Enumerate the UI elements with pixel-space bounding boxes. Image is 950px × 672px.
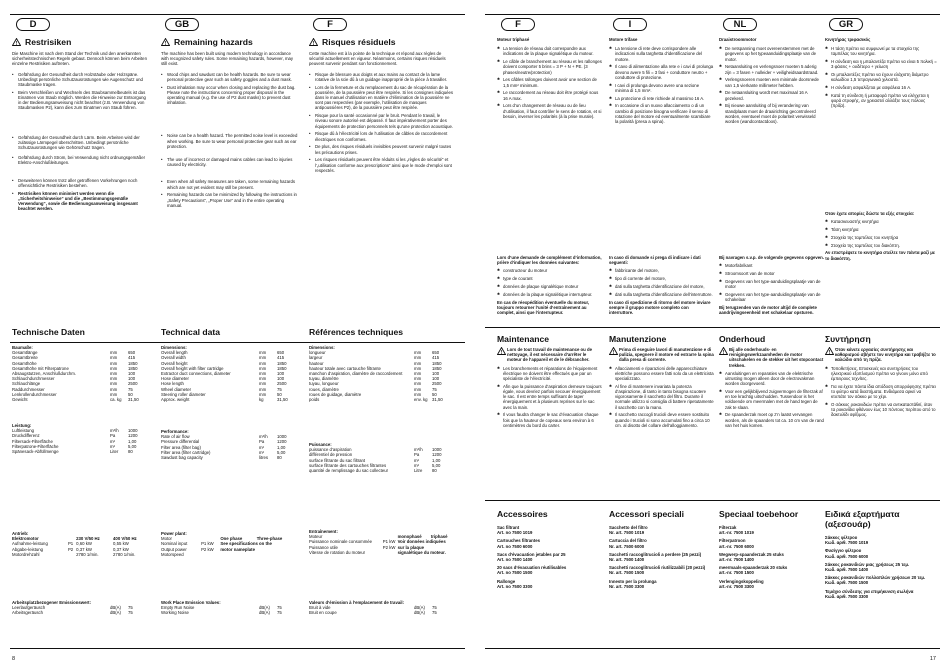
maint-item: ✱ Ο σάκκος ροκανιδιών πρέπει να αντικαταστάθεί, όταν τα ροκανίδια φθάνουν έως 10 πόντους περίπου από το δακτυλίδι σφίξιμος. <box>825 402 937 418</box>
column-fr <box>309 18 454 646</box>
table-row: Aufnahme-leistung P1 0,60 kW 0,55 kW <box>12 541 129 547</box>
table-row: surface filtrante des cartouches filtrantes m² 5,00 <box>309 462 441 468</box>
hazard-item: • Les risques résiduels peuvent être réduits si les „règles de sécurité“ et l’„utilisation conforme aux prescriptions“ ainsi que le mode d’emploi sont respectés. <box>309 157 454 173</box>
table-row: Elektromotor 230 V/50 Hz 400 V/50 Hz <box>12 536 137 542</box>
noise <box>309 600 454 616</box>
table-row: Filter area (filter bag) m² 1,00 <box>161 444 286 450</box>
acc-item: Filterpatroon art.-nr. 7500 6000 <box>719 538 754 549</box>
order-title: Lors d’une demande de complément d’information, prière d’indiquer les données suivantes: <box>497 255 602 266</box>
order-item: ✱ données de la plaque signalétique interrupteur. <box>497 292 602 297</box>
table-row: longueur mm 650 <box>309 350 440 356</box>
motor-title: Κινητήρας τριφασικός <box>825 37 871 42</box>
order-info <box>825 211 937 261</box>
acc-title: Accessori speciali <box>609 509 685 519</box>
hazards-heading <box>161 37 299 47</box>
order-item: ✱ dati sulla targhetta d’identificazione dell’interruttore. <box>609 292 714 297</box>
top-rule <box>10 14 465 15</box>
maint-warning: Bij alle onderhouds- en reinigingswerkzaamheden de motor uitschakelen en de stekker uit het stopcontact trekken. <box>729 347 824 368</box>
hazard-item: • Gefährdung der Gesundheit durch Lärm. Beim Arbeiten wird der zulässige Lärmpegel überschritten. Unbedingt persönliche Schutzausrüstungen wie Gehörschutz tragen. <box>12 135 150 151</box>
hazard-item: • Remaining hazards can be minimized by following the instructions in „Safety Precautions“, „Proper Use“ and in the entire operating manual. <box>161 192 299 208</box>
acc-rule <box>485 500 940 501</box>
table-row: Gewicht ca. kg 31,50 <box>12 397 139 403</box>
language-tab: NL <box>723 18 757 31</box>
accessories <box>719 509 824 589</box>
motor-item: ✱ I cavi di prolunga devono avere una sezione minima di 1,5 mm². <box>609 83 714 93</box>
order-item: ✱ type de courant <box>497 276 602 281</box>
order-note: Bij terugzenden van de motor altijd de complete aandrijvingseenheid met schakelaar opsturen. <box>719 304 817 315</box>
hazards-title: Risques résiduels <box>322 37 396 47</box>
acc-item: Wegwerp-spaanderzak 25 stuks art.-nr. 7500 1400 <box>719 551 784 563</box>
svg-text:!: ! <box>722 349 725 355</box>
table-row: Extractor duct connections, diameter mm 100 <box>161 371 285 377</box>
drive <box>161 531 299 557</box>
dims-table <box>309 350 454 402</box>
maint-title: Onderhoud <box>719 334 766 344</box>
dims-table <box>161 350 299 402</box>
table-row: Filter area (filter cartridge) m² 5,00 <box>161 449 286 455</box>
accessories <box>497 509 602 589</box>
column-de <box>12 18 150 646</box>
hazard-item: • Lors de la fermeture et du remplacement du sac de récupération de la poussière, de la poussière peut être respirée. Si les consignes indiquées dans le manuel d’utilisation en matière d’élimination de la poussière ne sont pas respectées (par exemple, l’utilisation de masques antipoussières P2), de la poussière peut être respirée. <box>309 85 454 111</box>
acc-item: Σάκκος ροκανιδιών μιας χρήσεως 25 τεμ. Κωδ. αριθ. 7500 1400 <box>825 561 910 573</box>
acc-item: 20 sacs d’évacuation réutilisables Art. no 7500 1500 <box>497 565 567 576</box>
order-item: ✱ Gegevens van het type-aanduidingsplaatje van de schakelaar <box>719 292 824 302</box>
table-row: puissance d’aspiration m³/h 1000 <box>309 447 442 453</box>
language-tab: GB <box>165 18 199 31</box>
table-row: Rate of air flow m³/h 1000 <box>161 434 287 440</box>
table-row: Hose diameter mm 100 <box>161 376 285 382</box>
noise-table <box>12 605 150 615</box>
svg-text:!: ! <box>164 40 167 46</box>
table-row: poids env. kg 31,50 <box>309 397 443 403</box>
acc-item: Filterzak art.-nr. 7500 1019 <box>719 525 754 536</box>
noise-title: Work Place Emission Values: <box>161 600 221 605</box>
column-it <box>609 18 714 646</box>
performance <box>161 429 299 460</box>
maint-title: Συντήρηση <box>825 334 871 344</box>
maint-item: ✱ Il sacchetto raccogli trucioli deve essere sostituito quando i trucioli si sono accumulati fino a circa 10 cm. al disotto del collare dell’alloggiamento. <box>609 412 714 428</box>
accessories <box>609 509 714 589</box>
svg-text:!: ! <box>500 349 503 355</box>
noise-title: Arbeitsplatzbezogener Emissionswert: <box>12 600 92 605</box>
perf-title: Leistung: <box>12 423 32 428</box>
tech-title: Technische Daten <box>12 327 85 337</box>
table-row: Motordrehzahl 2780 1/min. 2780 1/min. <box>12 551 136 557</box>
acc-item: meermaals-spaanderzak 20 stuks art.-nr. 7500 1500 <box>719 565 788 576</box>
table-row: différentiel de pression Pa 1200 <box>309 452 442 458</box>
table-row: Overall height with filter cartridge mm 1850 <box>161 365 287 371</box>
table-row: Filtersack-Filterfläche m² 1,00 <box>12 438 137 444</box>
warning-icon <box>497 347 506 355</box>
motor-item: ✱ Le câble de branchement au réseau et les rallonges doivent comporter 5 brins = 3 P + N + PE. (3 phases/neutre/protection) <box>497 59 602 75</box>
table-row: roues, diamètre mm 75 <box>309 386 437 392</box>
column-en <box>161 18 299 646</box>
drive <box>309 529 454 555</box>
bottom-rule <box>485 648 940 649</box>
table-row: tuyau, diamètre mm 100 <box>309 376 440 382</box>
dims-table <box>12 350 150 402</box>
motor-item: ✱ La tension de réseau doit correspondre aux indications de la plaque signalétique du moteur. <box>497 46 602 56</box>
tech-data <box>309 327 454 402</box>
motor-item: ✱ Les câbles rallonges doivent avoir une section de 1,5 mm² minimum. <box>497 77 602 87</box>
order-title: Bij navragen s.v.p. de volgende gegevens opgeven. <box>719 255 824 260</box>
table-row: Puissance utile P2 kW sur la plaque <box>309 544 425 550</box>
acc-title: Accessoires <box>497 509 548 519</box>
acc-title: Speciaal toebehoor <box>719 509 799 519</box>
table-row: hauteur mm 1850 <box>309 360 442 366</box>
language-tab: F <box>313 18 347 31</box>
noise-title: Valeurs d’émission à l’emplacement de travail: <box>309 600 405 605</box>
page-number: 8 <box>12 656 16 662</box>
language-tab: D <box>16 18 50 31</box>
hazards-heading <box>309 37 454 47</box>
dims-title: Baumaße: <box>12 345 33 350</box>
hazards-intro: Die Maschine ist nach dem Stand der Technik und den anerkannten sicherheitstechnischen Regeln gebaut. Dennoch können beim Arbeiten einzelne Restrisiken auftreten. <box>12 51 147 67</box>
hazard-item: • Even when all safety measures are taken, some remaining hazards which are not yet evident may still be present. <box>161 179 299 189</box>
acc-item: Sacchetti raccoglitrucioli riutilizzabili (20 pezzi) Nr. art. 7500 1500 <box>609 565 706 576</box>
perf-table <box>161 434 299 460</box>
acc-item: Sacs d’évacuation jetables par 25 Art. no 7500 1400 <box>497 551 566 563</box>
perf-table <box>309 447 454 473</box>
table-row: Absaugstutzen, Anschlußdurchm. mm 100 <box>12 371 136 377</box>
order-note: In caso di spedizione di ritorno del motore inviare sempre il gruppo motore completo con interruttore. <box>609 299 711 315</box>
accessories <box>825 509 937 599</box>
hazard-item: • Risque pour la santé occasionné par le bruit. Pendant le travail, le niveau sonore autorisé est dépassé. Il faut impérativement porter des équipements de protection personnels tels qu’une protection acoustique. <box>309 113 454 129</box>
maint-item: ✱ Il vous faudra changer le sac d’évacuation chaque fois que la hauteur de copeaux sera environ à 6 centimètres du bord du carter. <box>497 412 602 428</box>
motor-item: ✱ La tensione di rete deve corrispondere alle indicazioni sulla targhetta d’identificazione del motore. <box>609 46 714 62</box>
table-row: Puissance nominale consommée P1 kW Voir données indiquées <box>309 539 446 545</box>
dims-title: Dimensions: <box>161 345 187 350</box>
table-row: largeur mm 415 <box>309 355 440 361</box>
table-row: Filterpatrone-Filterfläche m² 5,00 <box>12 443 137 449</box>
drive-table <box>309 534 454 555</box>
table-row: Moteur monophasé triphasé <box>309 534 448 540</box>
table-row: Overall length mm 650 <box>161 350 285 356</box>
noise-table <box>161 605 299 615</box>
acc-item: Rallonge Art. no 7500 3300 <box>497 578 533 589</box>
motor-item: ✱ Netaansluiting en verlengsnoer moeten 5 aderig zijn = 3 fasen + nulleider + veiligheidsaardstraad. <box>719 64 824 74</box>
order-info <box>719 255 824 315</box>
motor-item: ✱ Le raccordement au réseau doit être protégé sous 16 A max. <box>497 90 602 100</box>
maint-item: ✱ Για να έχετε πάντα ίδια απόδοση απορρόφησης πρέπει το φιλτρο κατά διαστήματα. Ενδιάμεσα αρκεί να κτυπάτε τον σάκκο με το χέρι. <box>825 384 937 400</box>
hazard-item: • Dust inhalation may occur when closing and replacing the dust bag. Please note the instructions concerning proper disposal in the operating manual (e.g. the use of P2 dust masks) to prevent dust inhalation. <box>161 85 299 106</box>
tech-title: Technical data <box>161 327 221 337</box>
order-item: ✱ Τάση κινητήρα <box>825 227 937 232</box>
hazard-item: • The use of incorrect or damaged mains cables can lead to injuries caused by electricity. <box>161 157 299 167</box>
table-row: roues de guidage, diamètre mm 50 <box>309 391 437 397</box>
table-row: Schlauchlänge mm 2500 <box>12 381 138 387</box>
order-item: ✱ Gegevens van het type-aanduidingsplaatje van de motor <box>719 279 824 289</box>
maintenance <box>719 334 824 431</box>
hazard-item: • Gefährdung durch Strom, bei Verwendung nicht ordnungsgemäßer Elektro-Anschlußleitungen. <box>12 155 150 165</box>
order-info <box>609 255 714 315</box>
drive <box>12 531 150 557</box>
motor-title: Moteur triphasé <box>497 37 530 42</box>
tech-data <box>12 327 150 402</box>
table-row: Leerlaufgeräusch dB(A) 75 <box>12 605 133 611</box>
column-gr <box>825 18 937 646</box>
maint-item: ✱ Afin que la puissance d’aspiration demeure toujours égale, vous devriez parfois secouer énergiquement le sac. Il est entre temps suffisant de taper énergiquement et à plusieurs reprises sur le sac avec la main. <box>497 384 602 410</box>
motor-item: ✱ Bij nieuwe aansluiting of bij verandering van standplaats moet de draairichting gecontroleerd worden, eventueel moet de polariteit verwisseld worden (wandcontactdoos). <box>719 103 824 124</box>
maint-title: Maintenance <box>497 334 550 344</box>
warning-icon <box>719 347 728 355</box>
table-row: Schlauchdurchmesser mm 100 <box>12 376 136 382</box>
drive-title: Entraînement: <box>309 529 338 534</box>
page-number: 17 <box>929 656 936 662</box>
table-row: manchon d’aspiration, diamètre de raccordement mm 100 <box>309 371 440 377</box>
hazards-heading <box>12 37 150 47</box>
acc-item: Σάκκος ροκανιδιών πολλαπλών χρήσεων 20 τεμ. Κωδ. αριθ. 7500 1500 <box>825 575 926 586</box>
table-row: Abgabe-leistung P2 0,37 kW 0,37 kW <box>12 546 129 552</box>
hazards-title: Remaining hazards <box>174 37 253 47</box>
motor-item: ✱ De netspanning moet overeenstemmen met de gegevens op het typeaanduidingsplaatje van de motor. <box>719 46 824 62</box>
maintenance <box>609 334 714 431</box>
language-tab: I <box>613 18 647 31</box>
motor-title: Motore trifase <box>609 37 638 42</box>
order-item: ✱ fabbricante del motore, <box>609 268 714 273</box>
order-title: Όταν έχετε απορίες δώστε τα εξής στοιχεία: <box>825 211 915 216</box>
order-item: ✱ dati sulla targhetta d’identificazione del motore, <box>609 284 714 289</box>
bottom-rule <box>10 648 465 649</box>
motor-item: ✱ Lors d’un changement de réseau ou de lieu d’utilisation, il faut contrôler le sens de rotation, et si besoin, inverser les polarités (à la prise murale). <box>497 103 602 119</box>
language-tab: F <box>501 18 535 31</box>
table-row: Spänesack-Abfüllmenge Liter 80 <box>12 449 133 455</box>
motor-item: ✱ De netaansluiting wordt met maximaal 16 A gezekerd. <box>719 90 824 100</box>
table-row: Empty Run Noise dB(A) 75 <box>161 605 282 611</box>
table-row: Motorspeed <box>161 551 184 557</box>
column-nl <box>719 18 824 646</box>
motor-item: ✱ Il cavo di alimentazione alla rete e i cavi di prolunga devono avere 5 fili = 3 fasi + conduttore neutro + conduttore di protezione. <box>609 64 714 80</box>
motor-item: ✱ La protezione di rete richiede al massimo 16 A. <box>609 96 714 101</box>
noise-table <box>309 605 454 615</box>
table-row: Lenkrollendurchmesser mm 50 <box>12 391 133 397</box>
table-row: Hose length mm 2500 <box>161 381 287 387</box>
table-row: Gesamthöhe mm 1850 <box>12 360 138 366</box>
table-row: hauteur totale avec cartouche filtrante mm 1850 <box>309 365 442 371</box>
acc-item: Σάκκος φίλτρου Κωδ. αριθ. 7500 1019 <box>825 535 869 546</box>
maintenance <box>825 334 937 420</box>
table-row: Arbeitsgeräusch dB(A) 75 <box>12 610 133 616</box>
drive-table <box>12 536 150 557</box>
svg-text:!: ! <box>312 40 315 46</box>
order-item: ✱ données de plaque signalétique moteur <box>497 284 602 289</box>
perf-title: Performance: <box>161 429 189 434</box>
table-row: quantité de remplissage du sac collecteur Litre 80 <box>309 468 437 474</box>
hazard-item: • Desweiteren können trotz aller getroffenen Vorkehrungen noch offensichtliche Restrisiken bestehen. <box>12 178 150 188</box>
motor-item: ✱ Η σύνδεση ασφαλίζεται με ασφάλεια 16 A. <box>825 85 937 90</box>
table-row: Sawdust bag capacity litres 80 <box>161 455 282 461</box>
table-row: Motor One phase Three-phase <box>161 536 283 542</box>
hazards-intro: The machine has been built using modern technology in accordance with recognized safety rules. Some remaining hazards, however, may still exist. <box>161 51 294 67</box>
table-row: Raddurchmesser mm 75 <box>12 386 133 392</box>
hazard-item: • Noise can be a health hazard. The permitted noise level is exceeded when working. Be sure to wear personal protective gear such as ear protection. <box>161 133 299 149</box>
motor-item: ✱ Verlengsnoeren moeten een minimale doorsnede van 1,5 vierkante millimeter hebben. <box>719 77 824 87</box>
top-rule <box>485 14 940 15</box>
table-row: Pressure differential Pa 1200 <box>161 439 287 445</box>
table-row: Nominal input P1 kW See specifications on the <box>161 541 272 547</box>
drive-table <box>161 536 299 557</box>
order-item: ✱ Στοιχεία της ταμπέλας του κινητήρα <box>825 235 937 240</box>
maint-item: ✱ Les branchements et réparations de l’équipement électrique ne doivent être effectués que par un spécialiste de l’électricité. <box>497 366 602 382</box>
maint-item: ✱ Voor een gelijkblijvend zuigvermogen de filterzak af en toe krachtig uitschudden. Tussendoor is het voldoende om meermalen met de hand tegen de zak te slaan. <box>719 389 824 410</box>
maint-item: ✱ Al fine di mantenere invariata la potenza d’aspirazione, di tanto in tanto bisogna scuotere vigorosamente il sacchetto del filtro. Durante il normale utilizzo si consiglia di battere ripetutamente il sacchetto con la mano. <box>609 384 714 410</box>
svg-text:!: ! <box>15 40 18 46</box>
maintenance <box>497 334 602 431</box>
maint-item: ✱ Τοποθετήσεις, Επισκευές και συντηρήσεις του ηλεκτρικού εξοπλισμού πρέπει να γίνουν μόνο από έμπειρους τεχνίτες. <box>825 366 937 382</box>
order-info <box>497 255 602 315</box>
table-row: Druckdifferenz Pa 1200 <box>12 433 138 439</box>
table-row: surface filtrante du sac filtrant m² 1,00 <box>309 457 441 463</box>
warning-icon <box>825 347 834 355</box>
maint-warning: Prima di eseguire lavori di manutenzione e di pulizia, spegnere il motore ed estrarre la spina dalla presa di corrente. <box>619 347 714 363</box>
table-row: Vitesse de rotation du moteur signalétique du moteur. <box>309 549 446 555</box>
table-row: Approx. weight kg 31,50 <box>161 397 288 403</box>
acc-item: Sacchetti raccoglitrucioli a perdere (25 pezzi) Nr. art. 7500 1400 <box>609 551 702 563</box>
drive-title: Antrieb: <box>12 531 29 536</box>
table-row: Luftleistung m³/h 1000 <box>12 428 138 434</box>
performance <box>309 442 454 473</box>
table-row: Wheel diameter mm 75 <box>161 386 282 392</box>
order-item: ✱ constructeur du moteur <box>497 268 602 273</box>
hazard-item: • Restrisiken können minimiert werden wenn die „Sicherheitshinweise“ und die „Bestimmungsgemäße Verwendung“, sowie die Bedienungsanweisung insgesamt beachtet werden. <box>12 191 150 212</box>
acc-item: Cartouches filtrantes Art. no 7500 6000 <box>497 538 540 549</box>
hazard-item: • Risque de blessure aux doigts et aux mains au contact de la lame rotative de la scie dû à un guidage inapproprié de la pièce à travailler. <box>309 72 454 82</box>
maint-item: ✱ Aansluitingen en reparaties van de elektrische uitrusting mogen alleen door de electrovakman worden doorgevoerd. <box>719 371 824 387</box>
svg-text:!: ! <box>612 349 615 355</box>
drive-title: Power plant: <box>161 531 187 536</box>
acc-item: Τεμάχιο σύνδεσης για επιμήκυνση σωλήνα Κωδ. αριθ. 7500 3300 <box>825 588 914 599</box>
maint-warning: Όταν κάνετε εργασίες συντήρησης και καθαρισμού σβήστε τον κινητήρα και τραβήξτε το καλώδιο από τη πρίζα. <box>835 347 936 363</box>
acc-item: Innesto per la prolunga Nr. art. 7500 3300 <box>609 578 657 589</box>
table-row: Gesamthöhe mit Filterpatrone mm 1850 <box>12 365 138 371</box>
dims-title: Dimensions: <box>309 345 335 350</box>
order-item: ✱ tipo di corrente del motore, <box>609 276 714 281</box>
acc-item: Φυσίγγιο φίλτρου Κωδ. αριθ. 7500 6000 <box>825 548 869 559</box>
motor-item: ✱ Οι μπαλαντέζες πρέπει να έχουν ελάχιστη διάμετρο καλωδίου 1,5 τετραγωνικά χιλιοστά. <box>825 72 937 82</box>
motor-item: ✱ Η τάση πρέπει να συμφωνεί με τα στοιχεία της ταμπέλας του κινητήρα. <box>825 46 937 56</box>
hazards-intro: Cette machine est à la pointe de la technique et répond aux règles de sécurité actuellement en vigueur. Néanmoins, certains risques résiduels peuvent survenir pendant son fonctionnement. <box>309 51 446 67</box>
hazard-item: • Gefährdung der Gesundheit durch Holzstäube oder Holzspäne. Unbedingt persönliche Schutzausrüstungen wie Augenschutz und Staubmaske tragen. <box>12 72 150 88</box>
noise <box>161 600 299 616</box>
mid-rule <box>10 342 465 343</box>
hazard-item: • De plus, des risques résiduels invisibles peuvent survenir malgré toutes les précautions prises. <box>309 144 454 154</box>
perf-title: Puissance: <box>309 442 332 447</box>
acc-item: Verlengingskoppeling art.-nr. 7500 3300 <box>719 578 764 589</box>
order-item: ✱ Motorfabrikant <box>719 263 824 268</box>
table-row: Overall width mm 415 <box>161 355 285 361</box>
table-row: Gesamtbreite mm 415 <box>12 355 136 361</box>
tech-title: Références techniques <box>309 327 404 337</box>
svg-text:!: ! <box>828 349 831 355</box>
table-row: Bruit en coupe dB(A) 75 <box>309 610 437 616</box>
column-fr-motor <box>497 18 602 646</box>
performance <box>12 423 150 454</box>
motor-title: Draaistroommotor <box>719 37 757 42</box>
order-item: ✱ Κατασκευαστής κινητήρα <box>825 219 937 224</box>
acc-item: Cartuccia del filtro Nr. art. 7500 6000 <box>609 538 647 549</box>
motor-item: ✱ Κατά τη σύνδεση ή μεταφορά πρέπει να ελέγχεται η φορά στροφής, αν χρειαστεί αλλάξτε τους πόλους (πρίζα). <box>825 93 937 109</box>
order-note: Αν επιστρέψετε το κινητήρα στείλτε τον πάντα μαζί με το διακόπτη. <box>825 250 935 261</box>
warning-icon <box>161 38 170 46</box>
maint-warning: Lors de tout travail de maintenance ou de nettoyage, il est nécessaire d’arrêter le moteur de l’appareil et de le débrancher. <box>507 347 592 363</box>
warning-icon <box>609 347 618 355</box>
right-page <box>475 0 950 672</box>
table-row: tuyau, longueur mm 2500 <box>309 381 442 387</box>
motor-item: ✱ In occasione di un nuovo allacciamento o di un cambio di posizione bisogna verificare il senso di rotazione del motore ed eventualmente scambiare la polarità (presa a spina). <box>609 103 714 124</box>
tech-data <box>161 327 299 402</box>
motor-item: ✱ Η σύνδεση και η μπαλαντέζα πρέπει να είναι 5 πολική = 3 φάσεις + ουδέτερο + γείωση <box>825 59 937 69</box>
hazard-item: • Wood chips and sawdust can be health hazards. Be sure to wear personal protective gear such as safety goggles and a dust mask. <box>161 72 299 82</box>
acc-item: Sac filtrant Art. no 7500 1019 <box>497 525 533 536</box>
warning-icon <box>12 38 21 46</box>
warning-icon <box>309 38 318 46</box>
perf-table <box>12 428 150 454</box>
order-item: ✱ Στοιχεία της ταμπέλας του διακόπτη. <box>825 243 937 248</box>
acc-title: Ειδικά εξαρτήματα (αξεσουάρ) <box>825 509 900 529</box>
language-tab: GR <box>829 18 863 31</box>
table-row: Gesamtlänge mm 650 <box>12 350 136 356</box>
table-row: Output power P2 kW motor nameplate <box>161 546 255 552</box>
order-title: In caso di domande si prega di indicare i dati seguenti: <box>609 255 701 266</box>
maint-item: ✱ Allacciamenti e riparazioni delle apparecchiature elettriche possono essere fatti solo da un elettricista specializzato. <box>609 366 714 382</box>
hazard-item: • Risque dû à l’électricité lors de l’utilisation de câbles de raccordement électriques non conformes. <box>309 131 454 141</box>
table-row: Bruit à vide dB(A) 75 <box>309 605 437 611</box>
hazard-item: • Beim Verschleißen und Wechseln des Staubsammelbeutels ist das Einatmen von Staub möglich. Werden die Hinweise zur Entsorgung in der Bedienungsanweisung nicht beachtet (z.B. Verwendung von Staubmasken P2), kann dies zum Einatmen von Staub führen. <box>12 90 150 111</box>
table-row: Overall height mm 1850 <box>161 360 287 366</box>
order-item: ✱ Stroomsoort van de motor <box>719 271 824 276</box>
acc-item: Sacchetto del filtro Nr. art. 7500 1019 <box>609 525 648 536</box>
mid-rule <box>485 327 940 328</box>
noise <box>12 600 150 616</box>
hazards-title: Restrisiken <box>25 37 72 47</box>
table-row: Steering roller diameter mm 50 <box>161 391 282 397</box>
order-note: En cas de réexpédition éventuelle du moteur, toujours retourner l’unité d’entraînement au complet, ainsi que l’interrupteur. <box>497 299 590 315</box>
maint-title: Manutenzione <box>609 334 667 344</box>
maint-item: ✱ De spaanderzak moet op z’n laatst vervangen worden, als de spaanders tot ca. 10 cm van de rand van het huis komen. <box>719 412 824 428</box>
table-row: Working Noise dB(A) 75 <box>161 610 282 616</box>
